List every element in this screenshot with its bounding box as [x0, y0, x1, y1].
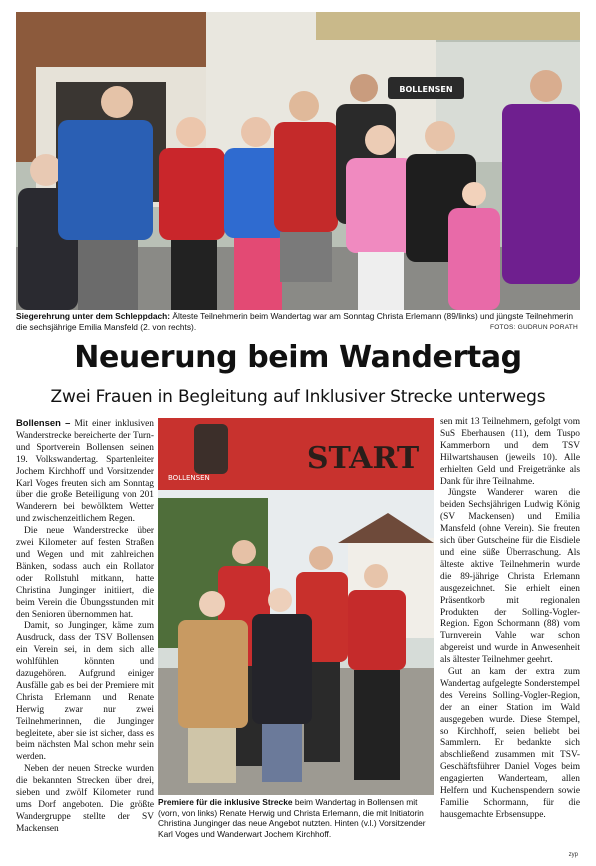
article-paragraph: [16, 417, 154, 526]
article-paragraph: Die neue Wanderstrecke über zwei Kilometer auf festen Straßen und Wegen und mit zahlreichen Bänken, sodass auch ein Rollator oder Rollstuhl mitkann, hatte Christina Junginger initiiert, die beim Verein die Übungsstunden mit den Senioren übernommen hat.: [16, 526, 154, 620]
middle-photo-caption: [158, 797, 436, 839]
top-caption-text: Älteste Teilnehmerin beim Wandertag war am Sonntag Christa Erlemann (89/links) und jüngste Teilnehmerin die sechsjährige Emilia Mansfeld (2. von rechts).: [16, 311, 574, 332]
top-photo: [16, 12, 580, 310]
dateline: Bollensen –: [16, 417, 71, 428]
top-caption-bold: Siegerehrung unter dem Schleppdach:: [16, 311, 171, 321]
photo-credit: FOTOS: GUDRUN PORATH: [489, 324, 578, 331]
article-paragraph: Damit, so Junginger, käme zum Ausdruck, dass der TSV Bollensen ein Verein sei, in dem sich alle wohlfühlen könnten und dazugehören. Aufgrund einiger Ausfälle gab es bei der Premiere mit Christa Erlemann und Renate Herwig zwar nur zwei Teilnehmerinnen, die Junginger begleitete, aber sie ist sicher, dass es beim nächsten Mal schon mehr sein werden.: [16, 621, 154, 763]
headline: Neuerung beim Wandertag: [74, 340, 522, 375]
mid-caption-bold: Premiere für die inklusive Strecke: [158, 797, 293, 807]
article-paragraph: Neben der neuen Strecke wurden die bekannten Strecken über drei, sieben und zwölf Kilometer rund ums Dorf angeboten. Die größte Wandergruppe stellte der SV Mackensen: [16, 764, 154, 834]
middle-photo: [158, 418, 434, 795]
article-paragraph: Jüngste Wanderer waren die beiden Sechsjährigen Ludwig König (SV Mackensen) und Emilia Mansfeld (ohne Verein). Sie freuten sich über Gutscheine für die Eisdiele und eine süße Überraschung. Als älteste aktive Teilnehmerin wurde die 89-jährige Christa Erlemann ausgezeichnet. Sie erhielt einen Präsentkorb mit regionalen Produkten der Solling-Vogler-Region. Egon Schormann (88) vom Turnverein Vahle war schon abgereist und wurde in Anwesenheit als ältester Teilnehmer geehrt.: [440, 488, 580, 666]
top-photo-sign-text: BOLLENSEN: [399, 85, 453, 94]
author-initials: zyp: [568, 852, 578, 858]
banner-start-text: START: [306, 441, 420, 476]
article-column-right: [440, 417, 580, 857]
article-column-left: [16, 417, 154, 857]
mid-caption-text: beim Wandertag in Bollensen mit (vorn, von links) Renate Herwig und Christa Erlemann, die mit Initiatorin Christina Junginger das neue Angebot nutzten. Hinten (v.l.) Vorsitzender Karl Voges und Wanderwart Jochem Kirchhoff.: [158, 797, 426, 839]
banner-small-text: BOLLENSEN: [168, 474, 210, 482]
article-paragraph: sen mit 13 Teilnehmern, gefolgt vom SuS Eberhausen (11), dem Tuspo Kammerborn und dem TSV Hilwartshausen (jeweils 10). Alle erhielten Geld und Freigetränke als Dank für ihre Teilnahme.: [440, 417, 580, 487]
paragraph-text: Mit einer inklusiven Wanderstrecke bereicherte der Turn- und Sportverein Bollensen seinen 19. Volkswandertag. Spartenleiter Jochem Kirchhoff und Vorsitzender Karl Voges freuten sich am Sonntag über die große Beteiligung von 201 Wanderern bei bewölktem Wetter und zwischenzeitlichem Regen.: [16, 419, 154, 525]
subheadline: Zwei Frauen in Begleitung auf Inklusiver Strecke unterwegs: [50, 387, 546, 407]
article-paragraph: Gut an kam der extra zum Wandertag aufgelegte Sonderstempel des Vereins Solling-Vogler-Region, der an einer Station im Wald ausgegeben wurde. Diese Stempel, so Kirchhoff, seien beliebt bei Sammlern. Er bedankte sich abschließend zusammen mit TSV-Geschäftsführer Daniel Voges beim engagierten Wanderteam, allen Helfern und Kuchenspendern sowie Familie Schormann, für die hausgemachte Erbsensuppe.: [440, 667, 580, 820]
